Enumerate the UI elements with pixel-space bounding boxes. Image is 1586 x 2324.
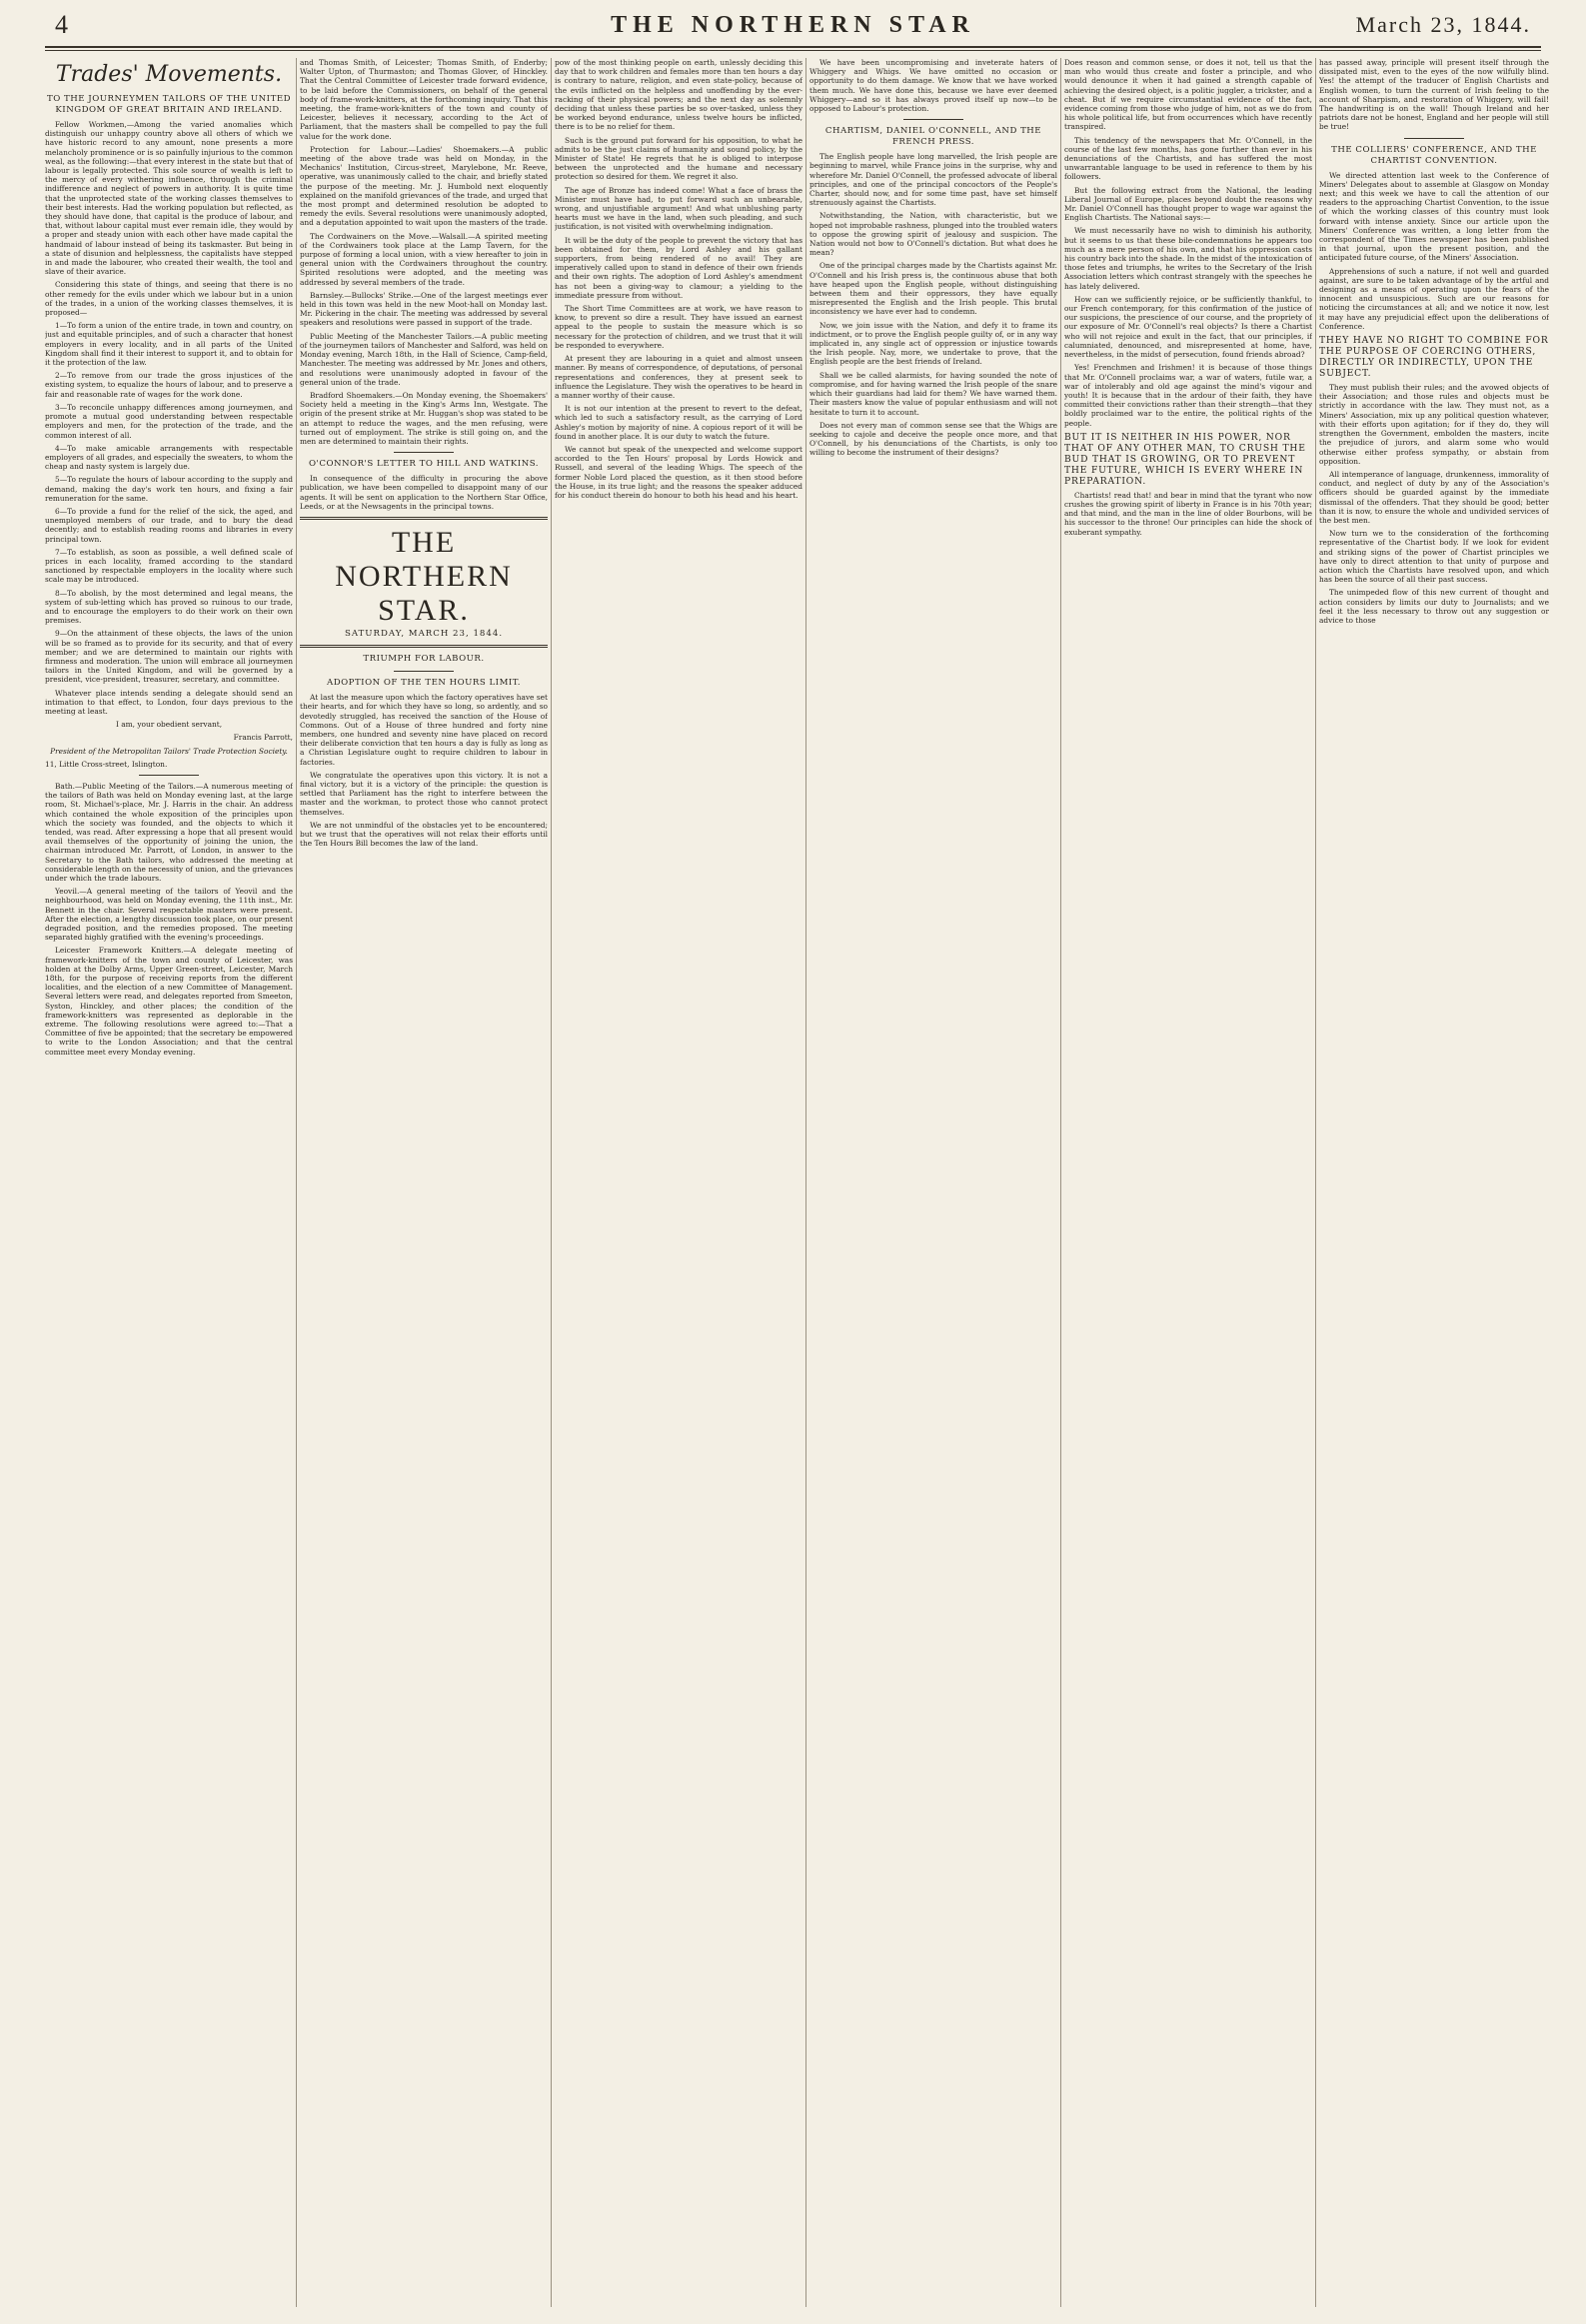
paragraph: Yeovil.—A general meeting of the tailors of Yeovil and the neighbourhood, was held on Monday evening, the 11th inst., Mr. Bennett in the chair. Several respectable masters were present. After the election, a lengthy discussion took place, on our present degraded position, and the remedies proposed. The meeting separated highly gratified with the evening's proceedings. [45,887,293,943]
signature-title: President of the Metropolitan Tailors' Trade Protection Society. [50,746,288,756]
article-heading: TRIUMPH FOR LABOUR. [363,654,485,665]
divider [1404,138,1464,139]
paragraph: Now, we join issue with the Nation, and defy it to frame its indictment, or to prove the English people guilty of, or in any way implicated in, any single act of oppression or injustice towards the Irish people. Nay, more, we undertake to prove, that the English people are the best friends of Ireland. [809,320,1057,367]
column-6 [1319,58,1549,2307]
emphasis-caps: BUT IT IS NEITHER IN HIS POWER, NOR THAT OF ANY OTHER MAN, TO CRUSH THE BUD THAT IS GROWING, OR TO PREVENT THE FUTURE, WHICH IS EVERY WHERE IN PREPARATION. [1064,431,1306,487]
paragraph: 6—To provide a fund for the relief of the sick, the aged, and unemployed members of our trade, and to bury the dead decently; and to establish reading rooms and libraries in every principal town. [45,506,293,544]
paragraph: This tendency of the newspapers that Mr. O'Connell, in the course of the last few months, has gone further than ever in his denunciations of the Chartists, and has suffered the most unwarrantable language to be used in reference to them by his followers. [1064,135,1312,182]
paragraph: Whatever place intends sending a delegate should send an intimation to that effect, to London, four days previous to the meeting at least. [45,688,293,716]
article-heading: TO THE JOURNEYMEN TAILORS OF THE UNITED KINGDOM OF GREAT BRITAIN AND IRELAND. [47,94,291,115]
emphasis-caps: THEY HAVE NO RIGHT TO COMBINE FOR THE PURPOSE OF COERCING OTHERS, DIRECTLY OR INDIRECTLY, UPON THE SUBJECT. [1319,335,1549,380]
paragraph: Bradford Shoemakers.—On Monday evening, the Shoemakers' Society held a meeting in the King's Arms Inn, Westgate. The origin of the present strike at Mr. Huggan's shop was stated to be an attempt to reduce the wages, and the men refusing, were turned out of employment. The strike is still going on, and the men are determined to maintain their rights. [300,390,548,446]
paragraph: Barnsley.—Bullocks' Strike.—One of the largest meetings ever held in this town was held in the new Moot-hall on Monday last. Mr. Pickering in the chair. The meeting was addressed by several speakers and resolutions were passed in support of the trade. [300,290,548,328]
divider [903,119,963,120]
article-heading: THE COLLIERS' CONFERENCE, AND THE CHARTIST CONVENTION. [1331,144,1537,166]
divider [300,517,548,520]
paragraph: It will be the duty of the people to prevent the victory that has been obtained for them, by Lord Ashley and his gallant supporters, from being rendered of no avail! They are imperatively called upon to stand in defence of their own friends and their own rights. The adoption of Lord Ashley's amendment has not been a giving-way to clamour; a yielding to the immediate pressure from without. [555,235,802,300]
paragraph: One of the principal charges made by the Chartists against Mr. O'Connell and his Irish press is, the continuous abuse that both have heaped upon the English people, without distinguishing between them and their oppressors, they have equally misrepresented the English and the Irish people. This brutal inconsistency we have ever had to condemn. [809,261,1057,317]
paragraph: The unimpeded flow of this new current of thought and action considers by limits our duty to Journalists; and we feel it the less necessary to throw out any suggestion or advice to those [1319,588,1549,625]
paragraph: We directed attention last week to the Conference of Miners' Delegates about to assemble at Glasgow on Monday next; and this week we have to call the attention of our readers to the approaching Chartist Convention, to the issue of which the working classes of this country must look forward with intense anxiety. Since our article upon the Miners' Conference was written, a long letter from the correspondent of the Times newspaper has been published in that journal, upon the present position, and the anticipated future course, of the Miners' Association. [1319,170,1549,263]
masthead-rule [45,46,1541,48]
quoted-paragraph: We must necessarily have no wish to diminish his authority, but it seems to us that these bile-condemnations he appears too much as a mere person of his own, and that his oppression casts his country back into the shade. In the midst of the intoxication of those fetes and triumphs, he writes to the Secretary of the Irish Association letters which contrast strangely with the speeches he has lately delivered. [1064,226,1312,291]
paragraph: We have been uncompromising and inveterate haters of Whiggery and Whigs. We have omitted no occasion or opportunity to do them damage. We know that we have worked them much. We have done this, because we have ever deemed Whiggery—and so it has always proved itself up now—to be opposed to Labour's protection. [809,58,1057,114]
divider [394,452,454,453]
column-divider [551,58,552,2307]
article-heading: O'CONNOR'S LETTER TO HILL AND WATKINS. [308,459,540,470]
paragraph: Does reason and common sense, or does it not, tell us that the man who would thus create and foster a principle, and who would denounce it when it had gained a strength capable of achieving the desired object, is a politic juggler, a trickster, and a cheat. But if we require circumstantial evidence of the fact, evidence coming from those who judge of him, not as we do from his whole political life, but from occurrences which have recently transpired. [1064,58,1312,132]
paragraph: At last the measure upon which the factory operatives have set their hearts, and for which they have so long, so ardently, and so devotedly struggled, has received the sanction of the House of Commons. Out of a House of three hundred and forty nine members, one hundred and seventy nine have placed on record their deliberate conviction that ten hours a day is fully as long as a Christian Legislature ought to require children to labour in factories. [300,693,548,767]
paragraph: 4—To make amicable arrangements with respectable employers of all grades, and especially the sweaters, to whom the cheap and nasty system is largely due. [45,443,293,472]
paragraph: 7—To establish, as soon as possible, a well defined scale of prices in each locality, framed according to the standard sanctioned by respectable employers in the locality where such scale may be introduced. [45,547,293,585]
paragraph: At present they are labouring in a quiet and almost unseen manner. By means of correspondence, of deputations, of personal representations and conferences, they at present seek to influence the Legislature. They wish the operatives to be heard in a manner worthy of their cause. [555,354,802,400]
paragraph: Protection for Labour.—Ladies' Shoemakers.—A public meeting of the above trade was held on Monday, in the Mechanics' Institution, Circus-street, Marylebone, Mr. Reeve, operative, was unanimously called to the chair, and briefly stated the purpose of the meeting. Mr. J. Humbold next eloquently explained on the manifold grievances of the trade, and urged that the most prompt and determined resolution be adopted to remedy the evils. Several resolutions were unanimously adopted, and a deputation appointed to wait upon the masters of the trade. [300,144,548,228]
paragraph: Notwithstanding, the Nation, with characteristic, but we hoped not improbable rashness, plunged into the troubled waters to oppose the growing spirit of jealousy and suspicion. The Nation would not bow to O'Connell's dictation. But what does he mean? [809,211,1057,258]
paragraph: How can we sufficiently rejoice, or be sufficiently thankful, to our French contemporary, for this confirmation of the justice of our suspicions, the prescience of our course, and the propriety of our exposure of Mr. O'Connell's real objects? Is there a Chartist who will not rejoice and exult in the fact, that our principles, if calumniated, denounced, and misrepresented at home, have, nevertheless, in the midst of persecution, found friends abroad? [1064,294,1312,360]
paragraph: Now turn we to the consideration of the forthcoming representative of the Chartist body. If we look for evident and striking signs of the power of Chartist principles we have only to direct attention to that unity of purpose and action which the Chartists have resolved upon, and which has been the source of all their past success. [1319,529,1549,585]
article-heading: CHARTISM, DANIEL O'CONNELL, AND THE FRENCH PRESS. [824,126,1042,148]
column-1 [45,58,293,2307]
page-number: 4 [55,10,68,39]
paragraph: 2—To remove from our trade the gross injustices of the existing system, to equalize the hours of labour, and to preserve a fair and reasonable rate of wages for the work done. [45,371,293,399]
editorial-masthead: THE NORTHERN STAR. [335,525,513,627]
address: 11, Little Cross-street, Islington. [45,759,168,769]
masthead [45,8,1541,48]
column-divider [1060,58,1061,2307]
paragraph: 8—To abolish, by the most determined and legal means, the system of sub-letting which has proved so ruinous to our trade, and to encourage the employers to do their work on their own premises. [45,588,293,626]
column-divider [296,58,297,2307]
paragraph: In consequence of the difficulty in procuring the above publication, we have been compelled to disappoint many of our agents. It will be sent on application to the Northern Star Office, Leeds, or at the Newsagents in the principal towns. [300,474,548,511]
paragraph: Apprehensions of such a nature, if not well and guarded against, are sure to be taken advantage of by the artful and designing as a means of operating upon the fears of the innocent and unsuspicious. Such are our reasons for noticing the circumstances at all; and we notice it now, lest it may have any prejudicial effect upon the deliberations of Conference. [1319,266,1549,331]
divider [394,671,454,672]
column-divider [1315,58,1316,2307]
paragraph: 3—To reconcile unhappy differences among journeymen, and promote a mutual good understanding between respectable employers and men, for the protection of the trade, and the common interest of all. [45,402,293,440]
divider [300,645,548,648]
issue-date: March 23, 1844. [1355,12,1531,37]
column-5 [1064,58,1312,2307]
paragraph: 5—To regulate the hours of labour according to the supply and demand, making the day's work ten hours, and fixing a fair remuneration for the same. [45,475,293,503]
paragraph: The age of Bronze has indeed come! What a face of brass the Minister must have had, to put forward such an unbearable, wrong, and unjustifiable argument! And what unblushing party hearts must we have in the land, when such pleading, and such justification, is not visited with overwhelming indignation. [555,185,802,232]
paragraph: Considering this state of things, and seeing that there is no other remedy for the evils under which we labour but in a union of the trades, in a union of the working classes themselves, it is proposed— [45,280,293,318]
paragraph: and Thomas Smith, of Leicester; Thomas Smith, of Enderby; Walter Upton, of Thurmaston; and Thomas Glover, of Hinckley. That the Central Committee of Leicester trade forward evidence, to be laid before the Commissioners, on behalf of the general body of frame-work-knitters, at the forthcoming inquiry. That this meeting, the frame-work-knitters of the town and county of Leicester, believes it necessary, according to the Act of Parliament, that the masters shall be compelled to pay the full value for the work done. [300,58,548,141]
paragraph: We cannot but speak of the unexpected and welcome support accorded to the Ten Hours' proposal by Lords Howick and Russell, and several of the leading Whigs. The speech of the former Noble Lord placed the question, as it then stood before the House, in its true light; and the reasons the speaker adduced for his conduct therein do honour to both his head and his heart. [555,444,802,500]
column-divider [805,58,806,2307]
paragraph: Leicester Framework Knitters.—A delegate meeting of framework-knitters of the town and county of Leicester, was holden at the Dolby Arms, Upper Green-street, Leicester, March 18th, for the purpose of receiving reports from the different localities, and the election of a new Committee of Management. Several letters were read, and delegates reported from Smeeton, Syston, Hinckley, and other places; the condition of the framework-knitters was represented as deplorable in the extreme. The following resolutions were agreed to:—That a Committee of five be appointed; that the secretary be empowered to write to the London Association; and that the central committee meet every Monday evening. [45,946,293,1057]
paragraph: Fellow Workmen,—Among the varied anomalies which distinguish our unhappy country above all others of which we have historic record to any amount, none presents a more melancholy prominence or is so painfully injurious to the common weal, as the following:—that every interest in the state but that of labour is legally protected. This sole source of wealth is left to the mercy of every withering influence, through the criminal indifference and neglect of powers in authority. It is quite time that the unprotected state of the working classes themselves to their best interests. Had the working population but reflected, as they should have done, that capital is the produce of labour, and that, without labour capital must ever remain idle, they would by a proper and steady union with each other have made capital the handmaid of labour instead of being its taskmaster. But being in a state of disunion and helplessness, the capitalists have stepped in and made the labourer, who created their wealth, the tool and slave of their avarice. [45,120,293,277]
paragraph: The English people have long marvelled, the Irish people are beginning to marvel, while France joins in the surprise, why and wherefore Mr. Daniel O'Connell, the professed advocate of liberal principles, and one of the principal concoctors of the People's Charter, should now, and for some time past, have set himself strenuously against the Chartists. [809,152,1057,208]
article-subheading: ADOPTION OF THE TEN HOURS LIMIT. [327,678,521,689]
paragraph: Such is the ground put forward for his opposition, to what he admits to be the just claims of humanity and sound policy, by the Minister of State! He regrets that he is obliged to interpose between the unprotected and the humane and necessary protection so desired for them. We regret it also. [555,135,802,182]
paragraph: We are not unmindful of the obstacles yet to be encountered; but we trust that the operatives will not relax their efforts until the Ten Hours Bill becomes the law of the land. [300,820,548,849]
paragraph: Yes! Frenchmen and Irishmen! it is because of those things that Mr. O'Connell proclaims war, a war of waters, futile war, a war of intolerably and old age against the mind's vigour and youth! It is because that in the ardour of their faith, they have committed their convictions rather than their strength—that they boldly proclaimed war to the entire, the political rights of the people. [1064,363,1312,428]
newspaper-title: THE NORTHERN STAR [611,12,975,38]
divider [139,775,199,776]
paragraph: Public Meeting of the Manchester Tailors.—A public meeting of the journeymen tailors of Manchester and Salford, was held on Monday evening, March 18th, in the Hall of Science, Camp-field, Manchester. The meeting was addressed by Mr. Jones and others, and resolutions were unanimously adopted in favour of the general union of the trade. [300,331,548,387]
valediction: I am, your obedient servant, [115,720,223,730]
column-4 [809,58,1057,2307]
paragraph: They must publish their rules; and the avowed objects of their Association; and those rules and objects must be strictly in accordance with the law. They must not, as a Miners' Association, mix up any political question whatever, with their efforts upon agitation; for if they do, they will strengthen the Government, embolden the masters, incite the prejudice of jurors, and alarm some who would otherwise either profess sympathy, or abstain from opposition. [1319,383,1549,466]
paragraph: All intemperance of language, drunkenness, immorality of conduct, and neglect of duty by any of the Association's officers should be guarded against by the immediate dismissal of the offenders. That they should be good; better than it is now, to ensure the whole and undivided services of the best men. [1319,469,1549,525]
paragraph: Shall we be called alarmists, for having sounded the note of compromise, and for having warned the Irish people of the snare which their guardians had laid for them? We have warned them. Their masters know the value of popular enthusiasm and will not hesitate to turn it to account. [809,370,1057,417]
paragraph: The Cordwainers on the Move.—Walsall.—A spirited meeting of the Cordwainers took place at the Lamp Tavern, for the purpose of forming a local union, with a view hereafter to join in general union with the Cordwainers throughout the country. Spirited resolutions were adopted, and the meeting was addressed by several members of the trade. [300,231,548,287]
paragraph: Does not every man of common sense see that the Whigs are seeking to cajole and deceive the people once more, and that O'Connell, by his denunciations of the Chartists, is only too willing to become the instrument of their designs? [809,420,1057,458]
paragraph: has passed away, principle will present itself through the dissipated mist, even to the eyes of the now wilfully blind. Yes! the attempt of the traducer of English Chartists and English women, to turn the current of Irish feeling to the account of Sharpism, and restoration of Whiggery, will fail! The handwriting is on the wall! Though Ireland and her patriots dare not be honest, England and her people will still be true! [1319,58,1549,132]
paragraph: We congratulate the operatives upon this victory. It is not a final victory, but it is a victory of the principle: the question is settled that Parliament has the right to interfere between the master and the workman, to protect those who cannot protect themselves. [300,770,548,817]
paragraph: Bath.—Public Meeting of the Tailors.—A numerous meeting of the tailors of Bath was held on Monday evening last, at the large room, St. Michael's-place, Mr. J. Harris in the chair. An address which contained the whole exposition of the principles upon which the society was founded, and the objects to which it tended, was read. After expressing a hope that all present would avail themselves of the opportunity of joining the union, the chairman introduced Mr. Parrott, of London, in answer to the Secretary to the Bath tailors, who addressed the meeting at considerable length on the necessity of union, and the grievances under which the trade labours. [45,782,293,884]
column-3 [555,58,802,2307]
paragraph: The Short Time Committees are at work, we have reason to know, to prevent so dire a result. They have issued an earnest appeal to the people to sustain the measure which is so necessary for the protection of children, and we trust that it will be responded to everywhere. [555,304,802,350]
paragraph: 1—To form a union of the entire trade, in town and country, on just and equitable principles, and of such a character that honest employers in every locality, and in all parts of the United Kingdom shall find it their interest to support it, and to obtain for it the protection of the law. [45,321,293,368]
section-title: Trades' Movements. [55,62,283,87]
masthead-rule-thin [45,50,1541,51]
paragraph: 9—On the attainment of these objects, the laws of the union will be so framed as to provide for its security, and that of every member; and we are determined to maintain our rights with firmness and moderation. The union will embrace all journeymen tailors in the United Kingdom, and will be governed by a president, vice-president, treasurer, secretary, and committee. [45,629,293,685]
paragraph: pow of the most thinking people on earth, unlessly deciding this day that to work children and females more than ten hours a day is contrary to nature, religion, and even state-policy, because of the evils inflicted on the helpless and unoffending by the ever-racking of their physical powers; and the next day as solemnly deciding that unless these parties be so over-tasked, unless they be worked beyond endurance, unless twelve hours be inflicted, there is to be no relief for them. [555,58,802,132]
column-2 [300,58,548,2307]
paragraph: But the following extract from the National, the leading Liberal Journal of Europe, places beyond doubt the reasons why Mr. Daniel O'Connell has thought proper to wage war against the English Chartists. The National says:— [1064,185,1312,223]
paragraph: Chartists! read that! and bear in mind that the tyrant who now crushes the growing spirit of liberty in France is in his 70th year; and that mind, and the man in the line of older Bourbons, will be his successor to the throne! Our principles can hide the shock of exuberant sympathy. [1064,490,1312,537]
signature: Francis Parrott, [233,733,293,743]
editorial-date: SATURDAY, MARCH 23, 1844. [344,628,504,639]
paragraph: It is not our intention at the present to revert to the defeat, which led to such a satisfactory result, as the carrying of Lord Ashley's motion by majority of nine. A copious report of it will be found in another place. It is our duty to watch the future. [555,404,802,441]
